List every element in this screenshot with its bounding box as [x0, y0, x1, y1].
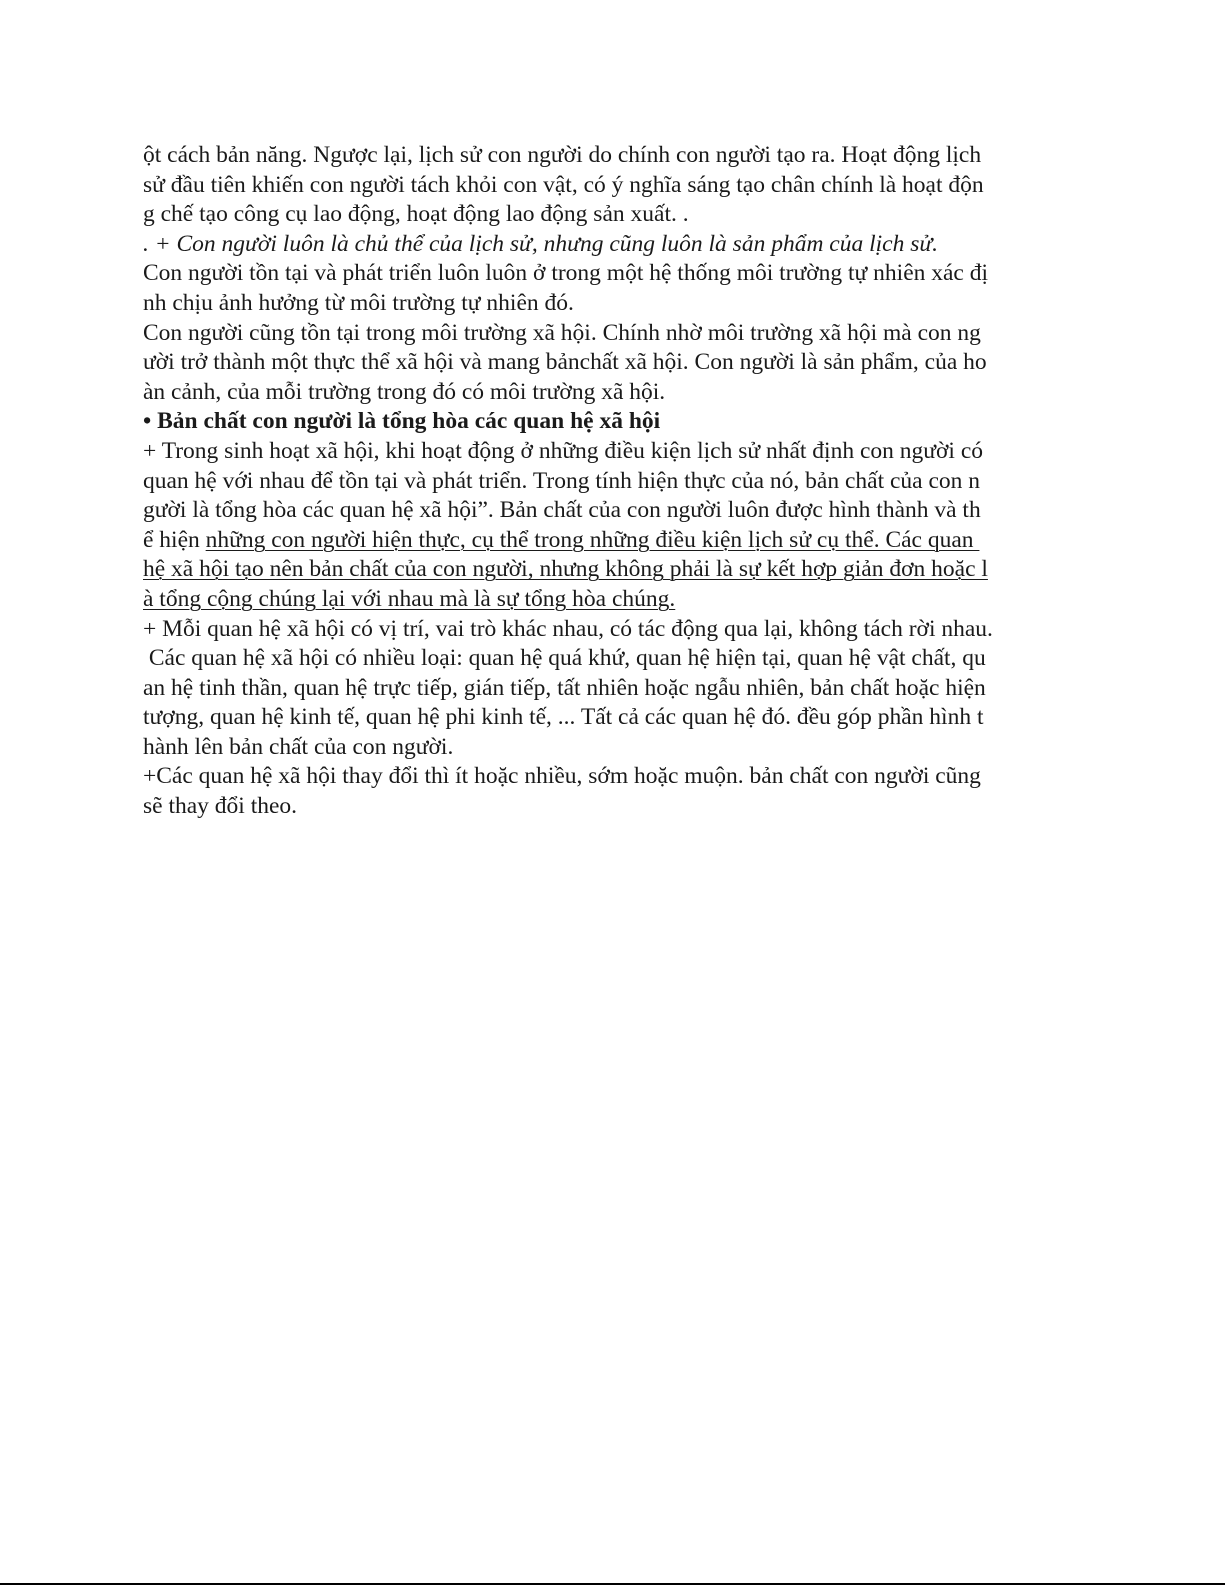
text-line: g chế tạo công cụ lao động, hoạt động lao động sản xuất. .	[143, 201, 689, 228]
text-line: sẽ thay đổi theo.	[143, 793, 298, 820]
text-line	[143, 526, 1083, 556]
underlined-text: à tổng cộng chúng lại với nhau mà là sự tổng hòa chúng.	[143, 585, 676, 612]
text-line: nh chịu ảnh hưởng từ môi trường tự nhiên đó.	[143, 289, 574, 316]
text-line	[143, 585, 1083, 615]
underlined-text: những con người hiện thực, cụ thể trong những điều kiện lịch sử cụ thể. Các quan	[205, 526, 980, 553]
text-line	[143, 555, 1083, 585]
text-line: +Các quan hệ xã hội thay đổi thì ít hoặc nhiều, sớm hoặc muộn. bản chất con người cũng	[143, 763, 981, 790]
text-line: + Trong sinh hoạt xã hội, khi hoạt động ở những điều kiện lịch sử nhất định con người có	[143, 437, 984, 464]
document-body	[143, 141, 1083, 822]
text-line: Con người cũng tồn tại trong môi trường xã hội. Chính nhờ môi trường xã hội mà con ng	[143, 319, 981, 346]
text-line: ười trở thành một thực thể xã hội và mang bảnchất xã hội. Con người là sản phẩm, của ho	[143, 349, 987, 376]
underlined-text: hệ xã hội tạo nên bản chất của con người, nhưng không phải là sự kết hợp giản đơn hoặc l	[143, 556, 988, 583]
text-line: ột cách bản năng. Ngược lại, lịch sử con người do chính con người tạo ra. Hoạt động lịch	[143, 142, 982, 168]
text-line: + Mỗi quan hệ xã hội có vị trí, vai trò khác nhau, có tác động qua lại, không tách rời nhau.	[143, 615, 993, 642]
text-line: hành lên bản chất của con người.	[143, 733, 454, 760]
section-heading: • Bản chất con người là tổng hòa các quan hệ xã hội	[143, 408, 661, 435]
italic-statement-line: . + Con người luôn là chủ thể của lịch sử, nhưng cũng luôn là sản phẩm của lịch sử.	[143, 230, 939, 257]
text-line: Con người tồn tại và phát triển luôn luôn ở trong một hệ thống môi trường tự nhiên xác đị	[143, 260, 989, 287]
text-line: quan hệ với nhau để tồn tại và phát triển. Trong tính hiện thực của nó, bản chất của con n	[143, 467, 981, 494]
text-line: sử đầu tiên khiến con người tách khỏi con vật, có ý nghĩa sáng tạo chân chính là hoạt độn	[143, 171, 984, 198]
text-line: àn cảnh, của mỗi trường trong đó có môi trường xã hội.	[143, 378, 666, 405]
text-segment: ể hiện	[143, 526, 206, 553]
text-line: gười là tổng hòa các quan hệ xã hội”. Bản chất của con người luôn được hình thành và th	[143, 497, 981, 524]
text-line: Các quan hệ xã hội có nhiều loại: quan hệ quá khứ, quan hệ hiện tại, quan hệ vật chất, qu	[143, 645, 986, 672]
text-line: an hệ tinh thần, quan hệ trực tiếp, gián tiếp, tất nhiên hoặc ngẫu nhiên, bản chất hoặc hiện	[143, 674, 986, 701]
text-line: tượng, quan hệ kinh tế, quan hệ phi kinh tế, ... Tất cả các quan hệ đó. đều góp phần hình t	[143, 704, 984, 731]
